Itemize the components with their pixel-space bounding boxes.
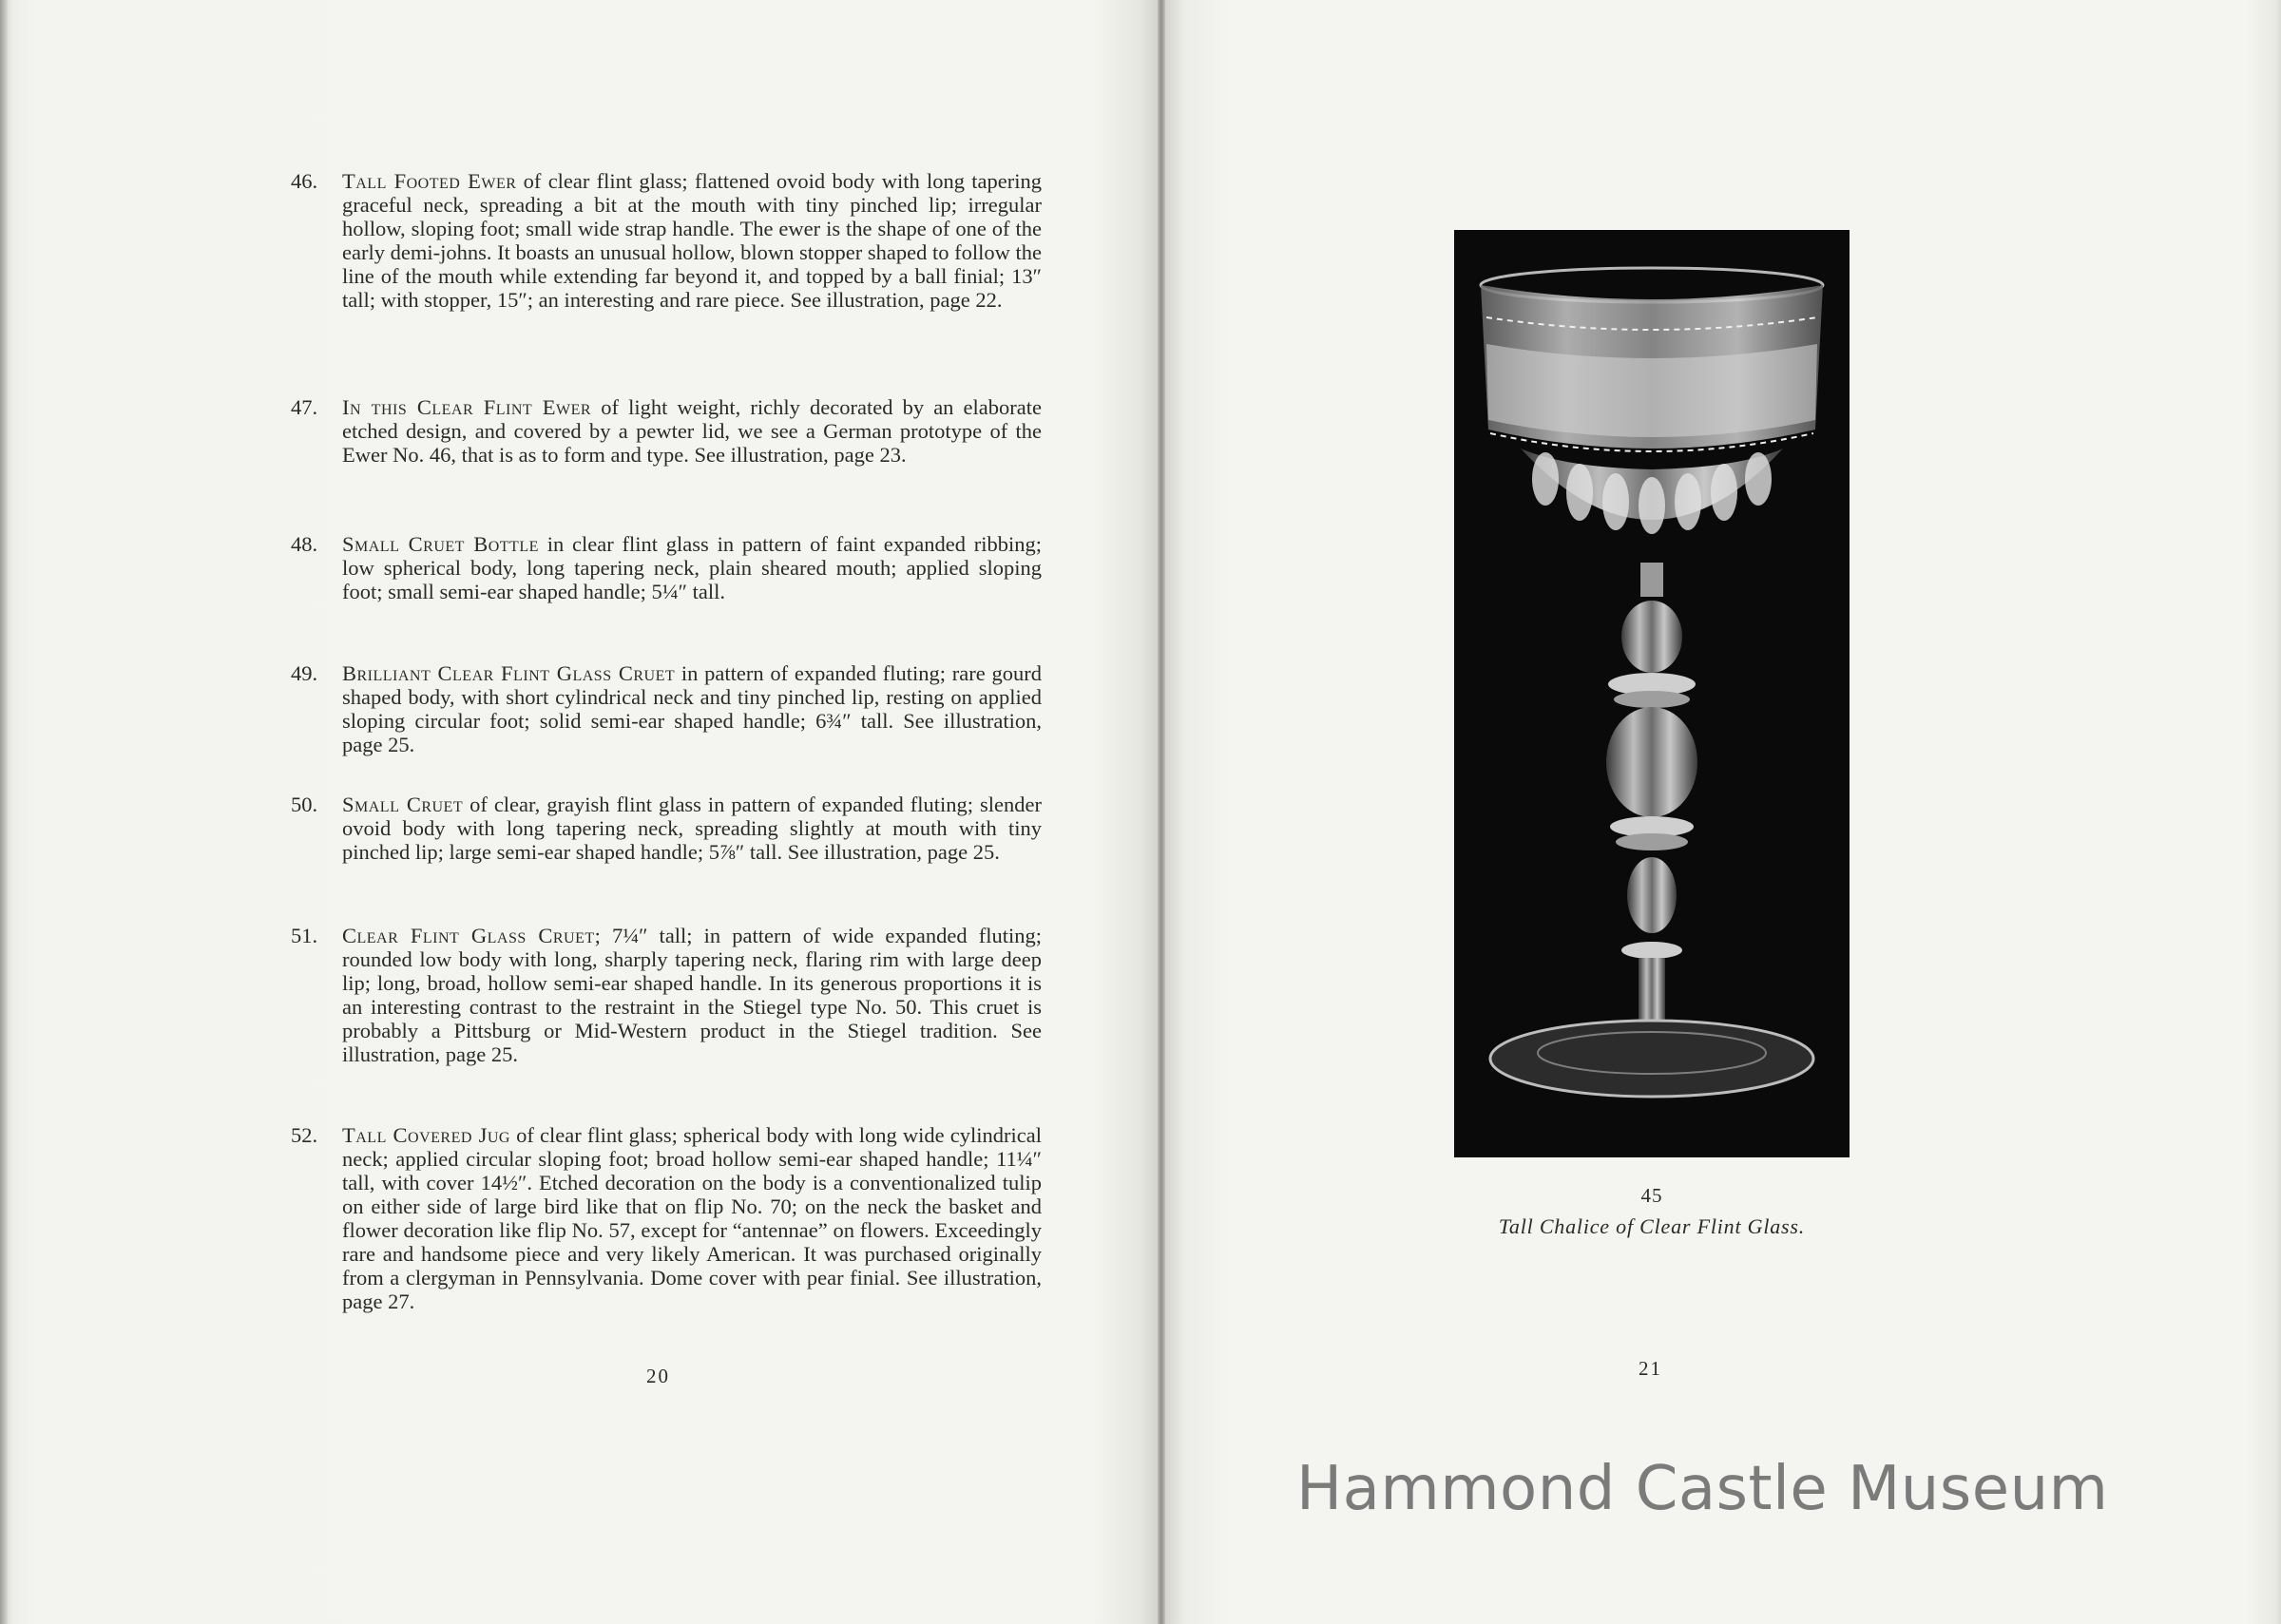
entry-heading: Brilliant Clear Flint Glass Cruet [342,661,676,685]
plate-caption: Tall Chalice of Clear Flint Glass. [1498,1214,1806,1238]
entry-number: 47. [291,395,318,419]
entry-description: of light weight, richly decorated by an elaborate etched design, and covered by a pewter lid, we see a German prototype of the Ewer No. 46, that is as to form and type. See illustration, page 23. [342,395,1042,467]
book-spine [1158,0,1165,1624]
watermark: Hammond Castle Museum [1296,1454,2109,1524]
catalog-entry [291,661,1042,756]
entry-number: 52. [291,1123,318,1147]
catalog-entry [291,793,1042,864]
entry-description: in pattern of expanded fluting; rare gourd shaped body, with short cylindrical neck and tiny pinched lip, resting on applied sloping circular foot; solid semi-ear shaped handle; 6¾″ tall. See illustration, page 25. [342,661,1042,756]
catalog-entry [291,1123,1042,1313]
plate-number: 45 [1640,1184,1663,1207]
entry-heading: Tall Covered Jug [342,1123,510,1147]
entry-description: of clear flint glass; spherical body with long wide cylindrical neck; applied circular sloping foot; broad hollow semi-ear shaped handle; 11¼″ tall, with cover 14½″. Etched decoration on the body is a conventionalized tulip on either side of large bird like that on flip No. 70; on the neck the basket and flower decoration like flip No. 57, except for “antennae” on flowers. Exceedingly rare and handsome piece and very likely American. It was purchased originally from a clergyman in Pennsylvania. Dome cover with pear finial. See illustration, page 27. [342,1123,1042,1313]
entry-heading: Small Cruet Bottle [342,532,539,556]
entry-heading: Tall Footed Ewer [342,169,517,193]
entry-heading: Clear Flint Glass Cruet [342,924,595,947]
catalog-entry [291,169,1042,312]
chalice-photograph [1454,230,1850,1157]
entry-description: of clear, grayish flint glass in pattern of expanded fluting; slender ovoid body with long tapering neck, spreading slightly at mouth with tiny pinched lip; large semi-ear shaped handle; 5⅞″ tall. See illustration, page 25. [342,793,1042,864]
entry-description: in clear flint glass in pattern of faint expanded ribbing; low spherical body, long tapering neck, plain sheared mouth; applied sloping foot; small semi-ear shaped handle; 5¼″ tall. [342,532,1042,603]
page-number: 21 [1639,1357,1662,1380]
catalog-entry [291,395,1042,467]
page-edge-shadow [0,0,8,1624]
catalog-entry [291,532,1042,603]
entry-heading: In this Clear Flint Ewer [342,395,592,419]
entry-number: 51. [291,924,318,947]
page-number: 20 [646,1365,670,1387]
entry-number: 49. [291,661,318,685]
entry-description: of clear flint glass; flattened ovoid body with long tapering graceful neck, spreading a bit at the mouth with tiny pinched lip; irregular hollow, sloping foot; small wide strap handle. The ewer is the shape of one of the early demi-johns. It boasts an unusual hollow, blown stopper shaped to follow the line of the mouth while extending far beyond it, and topped by a ball finial; 13″ tall; with stopper, 15″; an interesting and rare piece. See illustration, page 22. [342,169,1042,312]
catalog-entry [291,924,1042,1066]
entry-number: 46. [291,169,318,193]
entry-number: 50. [291,793,318,816]
entry-heading: Small Cruet [342,793,464,816]
entry-description: ; 7¼″ tall; in pattern of wide expanded fluting; rounded low body with long, sharply tapering neck, flaring rim with large deep lip; long, broad, hollow semi-ear shaped handle. In its generous proportions it is an interesting contrast to the restraint in the Stiegel type No. 50. This cruet is probably a Pittsburg or Mid-Western product in the Stiegel tradition. See illustration, page 25. [342,924,1042,1066]
entry-number: 48. [291,532,318,556]
